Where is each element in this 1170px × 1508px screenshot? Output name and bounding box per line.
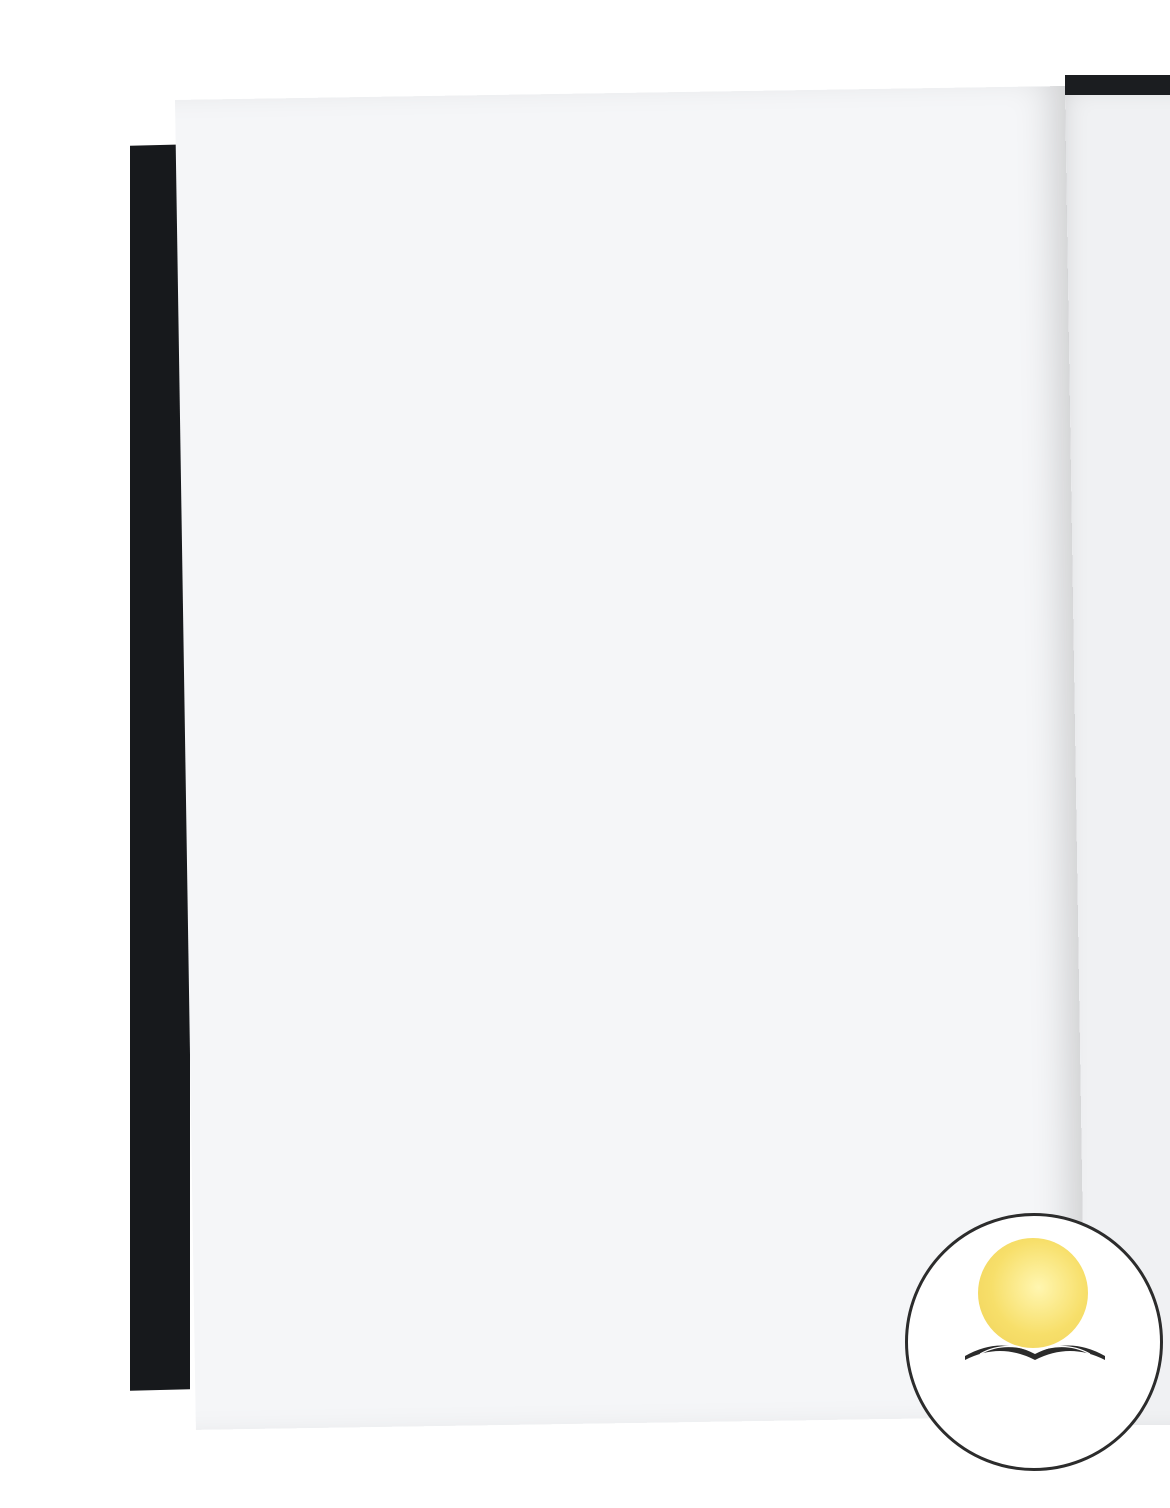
- open-book-icon: [960, 1334, 1110, 1364]
- top-entries: [294, 170, 964, 181]
- globe-icon: [978, 1238, 1088, 1348]
- book-heading-hajj: [295, 208, 965, 249]
- store-logo: [905, 1213, 1163, 1471]
- table-of-contents: [294, 170, 967, 355]
- book-heading-trade: [296, 308, 966, 349]
- left-page: [175, 86, 1086, 1430]
